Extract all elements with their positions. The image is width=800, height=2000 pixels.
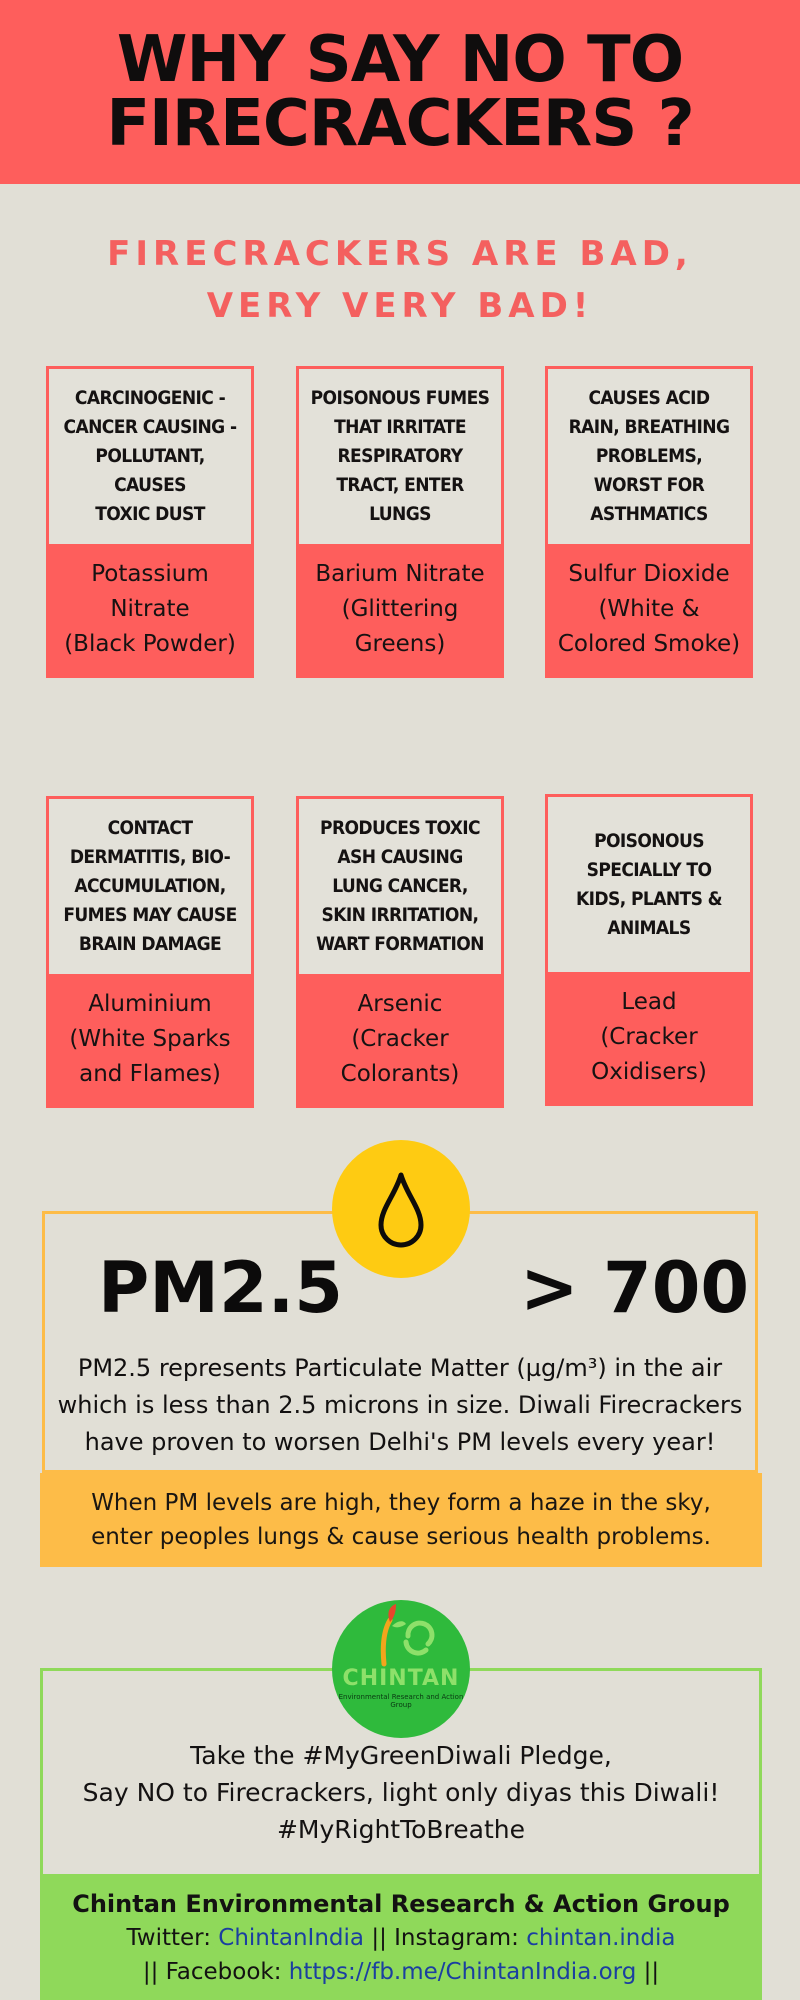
subtitle-line1: FIRECRACKERS ARE BAD, bbox=[107, 234, 693, 274]
card-desc-line: ASH CAUSING bbox=[337, 846, 463, 868]
card-name-line: Arsenic bbox=[357, 991, 443, 1017]
haze-line: enter peoples lungs & cause serious health problems. bbox=[91, 1524, 711, 1550]
card-chemical-name bbox=[548, 972, 750, 1103]
card-chemical-name bbox=[299, 974, 501, 1105]
instagram-link[interactable]: chintan.india bbox=[526, 1925, 676, 1951]
card-name-line: and Flames) bbox=[79, 1061, 221, 1087]
card-desc-line: RESPIRATORY bbox=[337, 445, 463, 467]
card-desc-line: BRAIN DAMAGE bbox=[78, 933, 222, 955]
pm-desc-line: have proven to worsen Delhi's PM levels every year! bbox=[84, 1428, 716, 1456]
card-desc-line: DERMATITIS, BIO- bbox=[69, 846, 231, 868]
org-name: Chintan Environmental Research & Action Group bbox=[72, 1890, 730, 1918]
card-lead bbox=[545, 794, 753, 1106]
card-potassium-nitrate bbox=[46, 366, 254, 678]
card-name-line: Sulfur Dioxide bbox=[568, 561, 730, 587]
card-name-line: (Cracker bbox=[351, 1026, 449, 1052]
card-aluminium bbox=[46, 796, 254, 1108]
footer-contact bbox=[40, 1874, 762, 2000]
card-desc-line: ACCUMULATION, bbox=[74, 875, 226, 897]
card-name-line: (Black Powder) bbox=[64, 631, 236, 657]
card-desc-line: LUNG CANCER, bbox=[332, 875, 468, 897]
card-desc-line: TOXIC DUST bbox=[95, 503, 205, 525]
card-name-line: Barium Nitrate bbox=[315, 561, 485, 587]
pm-description bbox=[44, 1350, 756, 1461]
card-name-line: Colorants) bbox=[340, 1061, 460, 1087]
twitter-link[interactable]: ChintanIndia bbox=[218, 1925, 365, 1951]
separator: || bbox=[643, 1959, 660, 1985]
card-desc-line: KIDS, PLANTS & bbox=[576, 887, 722, 910]
pm-label: PM2.5 bbox=[98, 1247, 343, 1329]
card-chemical-name bbox=[548, 544, 750, 675]
logo-tagline: Environmental Research and Action Group bbox=[338, 1693, 464, 1709]
card-name-line: Colored Smoke) bbox=[557, 631, 741, 657]
facebook-label: || Facebook: bbox=[142, 1959, 282, 1985]
card-name-line: Lead bbox=[621, 989, 677, 1015]
card-desc-line: ASTHMATICS bbox=[590, 503, 708, 525]
card-desc-line: PRODUCES TOXIC bbox=[320, 817, 480, 839]
header-banner bbox=[0, 0, 800, 184]
pm-value: > 700 bbox=[520, 1247, 750, 1329]
card-desc-line: CONTACT bbox=[107, 817, 193, 839]
card-desc-line: CARCINOGENIC - bbox=[74, 387, 226, 409]
card-chemical-name bbox=[49, 544, 251, 675]
instagram-label: || Instagram: bbox=[371, 1925, 519, 1951]
card-arsenic bbox=[296, 796, 504, 1108]
haze-line: When PM levels are high, they form a haze in the sky, bbox=[91, 1490, 711, 1516]
facebook-link[interactable]: https://fb.me/ChintanIndia.org bbox=[288, 1959, 637, 1985]
card-name-line: (White & bbox=[598, 596, 700, 622]
subtitle-line2: VERY VERY BAD! bbox=[206, 286, 594, 326]
pledge-line: Say NO to Firecrackers, light only diyas this Diwali! bbox=[82, 1778, 720, 1807]
twitter-label: Twitter: bbox=[126, 1925, 211, 1951]
card-desc-line: CAUSES ACID bbox=[588, 387, 710, 409]
social-line-1 bbox=[40, 1921, 762, 1955]
card-desc-line: PROBLEMS, bbox=[595, 445, 703, 467]
card-desc-line: SKIN IRRITATION, bbox=[321, 904, 479, 926]
card-name-line: Potassium bbox=[91, 561, 209, 587]
card-desc-line: LUNGS bbox=[369, 503, 431, 525]
card-desc-line: POLLUTANT, bbox=[95, 445, 205, 467]
card-sulfur-dioxide bbox=[545, 366, 753, 678]
card-name-line: Greens) bbox=[354, 631, 446, 657]
card-desc-line: POISONOUS bbox=[594, 829, 704, 852]
pledge-text bbox=[42, 1737, 760, 1848]
card-desc-line: CANCER CAUSING - bbox=[63, 416, 237, 438]
card-desc-line: WART FORMATION bbox=[316, 933, 484, 955]
card-desc-line: WORST FOR bbox=[593, 474, 705, 496]
card-desc-line: FUMES MAY CAUSE bbox=[63, 904, 237, 926]
card-name-line: Aluminium bbox=[88, 991, 212, 1017]
card-desc-line: ANIMALS bbox=[607, 916, 691, 939]
card-name-line: Nitrate bbox=[110, 596, 190, 622]
card-desc-line: RAIN, BREATHING bbox=[568, 416, 730, 438]
card-desc-line: THAT IRRITATE bbox=[334, 416, 466, 438]
card-name-line: Oxidisers) bbox=[591, 1059, 707, 1085]
drop-badge bbox=[332, 1140, 470, 1278]
page-title-line1: WHY SAY NO TO bbox=[116, 23, 684, 97]
subtitle bbox=[0, 228, 800, 332]
haze-banner bbox=[40, 1473, 762, 1567]
card-desc-line: POISONOUS FUMES bbox=[310, 387, 490, 409]
logo-brand: CHINTAN bbox=[342, 1666, 460, 1691]
card-barium-nitrate bbox=[296, 366, 504, 678]
card-name-line: (White Sparks bbox=[69, 1026, 231, 1052]
pm-desc-line: PM2.5 represents Particulate Matter (µg/m³) in the air bbox=[77, 1354, 723, 1382]
pledge-line: Take the #MyGreenDiwali Pledge, bbox=[190, 1741, 612, 1770]
pm-desc-line: which is less than 2.5 microns in size. Diwali Firecrackers bbox=[57, 1391, 743, 1419]
pledge-line: #MyRightToBreathe bbox=[276, 1815, 526, 1844]
chintan-logo bbox=[332, 1600, 470, 1738]
card-chemical-name bbox=[49, 974, 251, 1105]
card-chemical-name bbox=[299, 544, 501, 675]
page-title-line2: FIRECRACKERS ? bbox=[106, 87, 694, 161]
card-desc-line: CAUSES bbox=[114, 474, 186, 496]
card-name-line: (Cracker bbox=[600, 1024, 698, 1050]
leaf-recycle-icon bbox=[332, 1600, 470, 1670]
social-line-2 bbox=[40, 1955, 762, 1989]
card-desc-line: SPECIALLY TO bbox=[586, 858, 712, 881]
water-drop-icon bbox=[371, 1169, 431, 1249]
card-name-line: (Glittering bbox=[341, 596, 459, 622]
card-desc-line: TRACT, ENTER bbox=[336, 474, 464, 496]
